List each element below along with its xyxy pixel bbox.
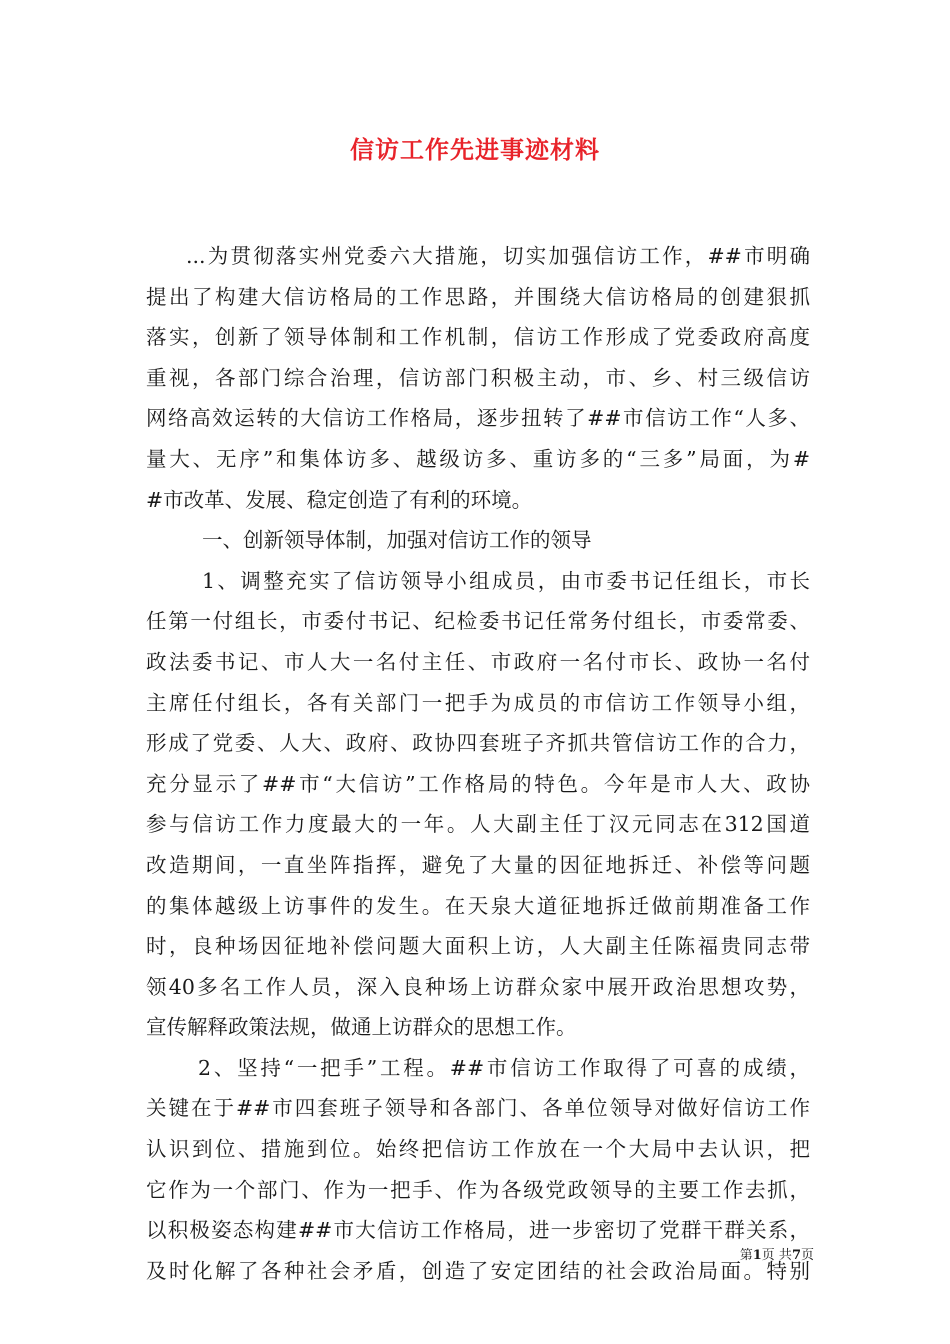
paragraph-line: 充分显示了##市“大信访”工作格局的特色。今年是市人大、政协: [146, 771, 810, 796]
paragraph-line: 的集体越级上访事件的发生。在天泉大道征地拆迁做前期准备工作: [146, 893, 810, 918]
paragraph-line: 及时化解了各种社会矛盾，创造了安定团结的社会政治局面。特别: [146, 1258, 810, 1283]
paragraph-line: 政法委书记、市人大一名付主任、市政府一名付市长、政协一名付: [146, 649, 810, 674]
paragraph-line: 量大、无序”和集体访多、越级访多、重访多的“三多”局面，为#: [146, 446, 810, 471]
paragraph-line: ...为贯彻落实州党委六大措施，切实加强信访工作，##市明确: [186, 244, 810, 268]
paragraph-line: 任第一付组长，市委付书记、纪检委书记任常务付组长，市委常委、: [146, 609, 810, 634]
paragraph-line: 领40多名工作人员，深入良种场上访群众家中展开政治思想攻势，: [146, 974, 810, 999]
paragraph-line: 以积极姿态构建##市大信访工作格局，进一步密切了党群干群关系，: [146, 1218, 810, 1243]
paragraph-line: 它作为一个部门、作为一把手、作为各级党政领导的主要工作去抓，: [146, 1177, 810, 1202]
section-heading: 一、创新领导体制，加强对信访工作的领导: [202, 528, 592, 553]
paragraph-line: 关键在于##市四套班子领导和各部门、各单位领导对做好信访工作: [146, 1096, 810, 1121]
footer-prefix: 第: [739, 1248, 753, 1263]
paragraph-line: 1、调整充实了信访领导小组成员，由市委书记任组长，市长: [202, 568, 810, 593]
footer-suffix: 页: [800, 1248, 814, 1263]
page-footer: [0, 1244, 814, 1263]
footer-middle: 页 共: [761, 1248, 792, 1263]
paragraph-line: 2、坚持“一把手”工程。##市信访工作取得了可喜的成绩，: [198, 1055, 810, 1080]
paragraph-line: 参与信访工作力度最大的一年。人大副主任丁汉元同志在312国道: [146, 812, 810, 837]
paragraph-line: 认识到位、措施到位。始终把信访工作放在一个大局中去认识，把: [146, 1137, 810, 1162]
paragraph-line: 宣传解释政策法规，做通上访群众的思想工作。: [146, 1015, 577, 1040]
paragraph-line: 重视，各部门综合治理，信访部门积极主动，市、乡、村三级信访: [146, 365, 810, 390]
paragraph-line: 落实，创新了领导体制和工作机制，信访工作形成了党委政府高度: [146, 325, 810, 350]
paragraph-line: 时，良种场因征地补偿问题大面积上访，人大副主任陈福贵同志带: [146, 934, 810, 959]
current-page-number: 1: [752, 1248, 762, 1263]
paragraph-line: 主席任付组长，各有关部门一把手为成员的市信访工作领导小组，: [146, 690, 810, 715]
paragraph-line: 改造期间，一直坐阵指挥，避免了大量的因征地拆迁、补偿等问题: [146, 852, 810, 877]
paragraph-line: #市改革、发展、稳定创造了有利的环境。: [146, 487, 533, 512]
document-body: [146, 236, 810, 1291]
paragraph-line: 网络高效运转的大信访工作格局，逐步扭转了##市信访工作“人多、: [146, 406, 810, 431]
document-title: 信访工作先进事迹材料: [350, 135, 600, 164]
paragraph-line: 提出了构建大信访格局的工作思路，并围绕大信访格局的创建狠抓: [146, 284, 810, 309]
paragraph-line: 形成了党委、人大、政府、政协四套班子齐抓共管信访工作的合力，: [146, 731, 810, 756]
total-page-number: 7: [791, 1248, 801, 1263]
